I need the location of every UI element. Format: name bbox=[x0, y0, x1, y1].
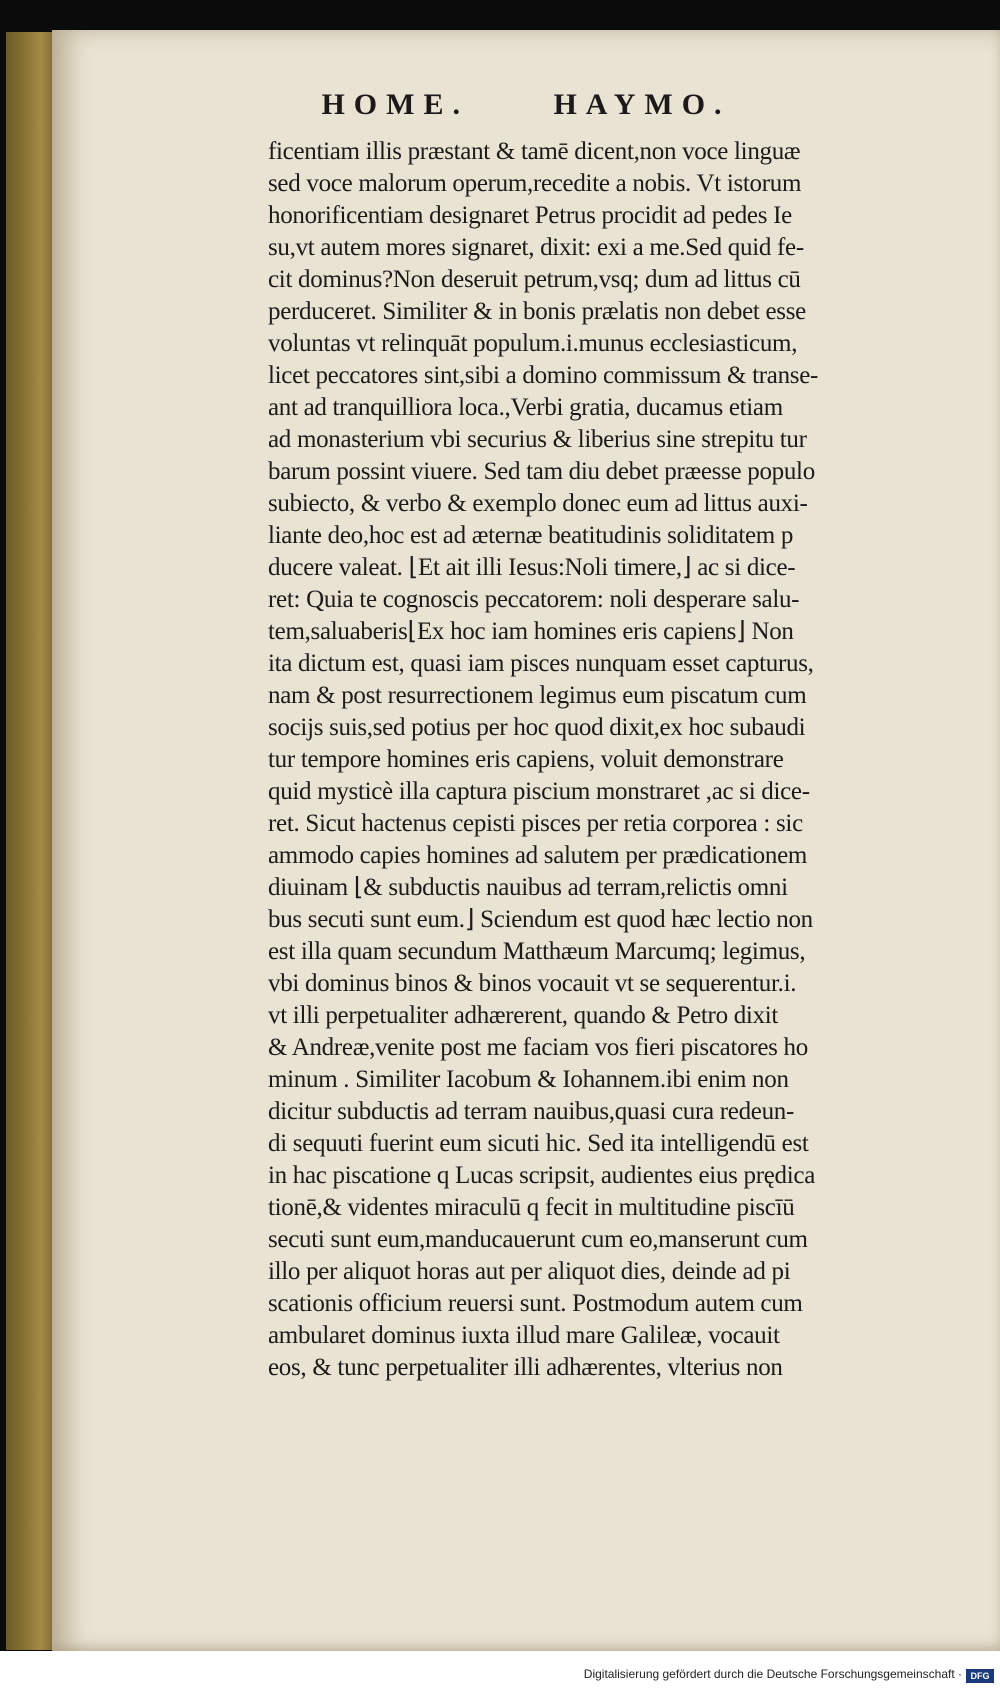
text-line: tur tempore homines eris capiens, voluit demonstrare bbox=[268, 746, 784, 773]
text-line: vbi dominus binos & binos vocauit vt se sequerentur.i. bbox=[268, 970, 797, 997]
text-line: ficentiam illis præstant & tamē dicent,non voce linguæ bbox=[268, 138, 801, 165]
footer-credit: Digitalisierung gefördert durch die Deutsche Forschungsgemeinschaft · bbox=[583, 1667, 962, 1681]
running-head-left: HOME. bbox=[321, 88, 469, 121]
text-line: nam & post resurrectionem legimus eum piscatum cum bbox=[268, 682, 807, 709]
book-spine bbox=[6, 32, 56, 1650]
running-head bbox=[52, 88, 1000, 122]
text-line: ad monasterium vbi securius & liberius sine strepitu tur bbox=[268, 426, 807, 453]
text-line: licet peccatores sint,sibi a domino commissum & transe- bbox=[268, 362, 819, 389]
text-line: ducere valeat. ⌊Et ait illi Iesus:Noli timere,⌋ ac si dice- bbox=[268, 554, 796, 581]
text-line: ita dictum est, quasi iam pisces nunquam esset capturus, bbox=[268, 650, 814, 677]
text-line: subiecto, & verbo & exemplo donec eum ad littus auxi- bbox=[268, 490, 808, 517]
footer-bar bbox=[0, 1651, 1000, 1693]
text-line: socijs suis,sed potius per hoc quod dixit,ex hoc subaudi bbox=[268, 714, 806, 741]
text-line: ret. Sicut hactenus cepisti pisces per retia corporea : sic bbox=[268, 810, 803, 837]
text-line: perduceret. Similiter & in bonis prælatis non debet esse bbox=[268, 298, 806, 325]
text-line: liante deo,hoc est ad æternæ beatitudinis soliditatem p bbox=[268, 522, 794, 549]
text-line: voluntas vt relinquāt populum.i.munus ecclesiasticum, bbox=[268, 330, 798, 357]
text-line: in hac piscatione q Lucas scripsit, audientes eius prędica bbox=[268, 1162, 815, 1189]
text-line: ambularet dominus iuxta illud mare Galileæ, vocauit bbox=[268, 1322, 780, 1349]
text-line: vt illi perpetualiter adhærerent, quando & Petro dixit bbox=[268, 1002, 779, 1029]
text-line: secuti sunt eum,manducauerunt cum eo,manserunt cum bbox=[268, 1226, 808, 1253]
text-line: su,vt autem mores signaret, dixit: exi a me.Sed quid fe- bbox=[268, 234, 804, 261]
text-line: sed voce malorum operum,recedite a nobis. Vt istorum bbox=[268, 170, 802, 197]
text-line: honorificentiam designaret Petrus procidit ad pedes Ie bbox=[268, 202, 792, 229]
text-line: ret: Quia te cognoscis peccatorem: noli desperare salu- bbox=[268, 586, 800, 613]
running-head-right: HAYMO. bbox=[553, 88, 731, 121]
main-text-block bbox=[268, 136, 980, 1384]
text-line: tem,saluaberis⌊Ex hoc iam homines eris capiens⌋ Non bbox=[268, 618, 794, 645]
dfg-logo: DFG bbox=[966, 1669, 994, 1683]
text-line: ammodo capies homines ad salutem per prædicationem bbox=[268, 842, 808, 869]
text-line: minum . Similiter Iacobum & Iohannem.ibi enim non bbox=[268, 1066, 789, 1093]
text-line: cit dominus?Non deseruit petrum,vsq; dum ad littus cū bbox=[268, 266, 801, 293]
text-line: scationis officium reuersi sunt. Postmodum autem cum bbox=[268, 1290, 803, 1317]
text-line: di sequuti fuerint eum sicuti hic. Sed ita intelligendū est bbox=[268, 1130, 809, 1157]
text-line: illo per aliquot horas aut per aliquot dies, deinde ad pi bbox=[268, 1258, 791, 1285]
text-line: bus secuti sunt eum.⌋ Sciendum est quod hæc lectio non bbox=[268, 906, 813, 933]
text-line: barum possint viuere. Sed tam diu debet præesse populo bbox=[268, 458, 815, 485]
text-line: ant ad tranquilliora loca.,Verbi gratia, ducamus etiam bbox=[268, 394, 783, 421]
text-line: quid mysticè illa captura piscium monstraret ,ac si dice- bbox=[268, 778, 810, 805]
text-line: tionē,& videntes miraculū q fecit in multitudine piscīū bbox=[268, 1194, 795, 1221]
text-line: eos, & tunc perpetualiter illi adhærentes, vlterius non bbox=[268, 1354, 783, 1381]
text-line: & Andreæ,venite post me faciam vos fieri piscatores ho bbox=[268, 1034, 808, 1061]
text-line: dicitur subductis ad terram nauibus,quasi cura redeun- bbox=[268, 1098, 794, 1125]
text-line: est illa quam secundum Matthæum Marcumq; legimus, bbox=[268, 938, 806, 965]
text-line: diuinam ⌊& subductis nauibus ad terram,relictis omni bbox=[268, 874, 788, 901]
